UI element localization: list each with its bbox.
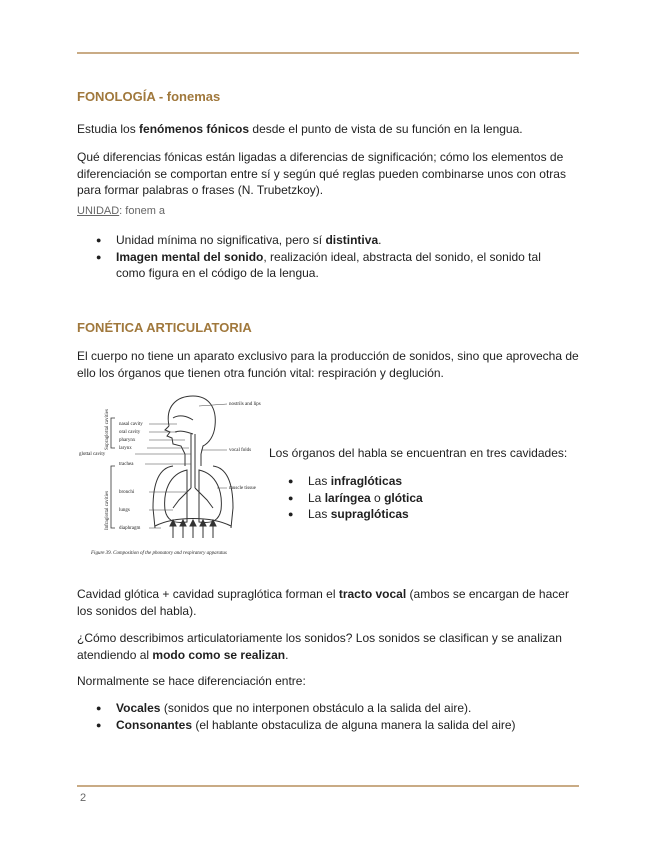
list-item: ● La laríngea o glótica bbox=[288, 490, 568, 507]
label-diaphragm: diaphragm bbox=[119, 526, 141, 531]
footer-rule bbox=[77, 785, 579, 787]
label-supra-group: Supraglottal cavities bbox=[105, 409, 110, 450]
list-item: ● Consonantes (el hablante obstaculiza de alguna manera la salida del aire) bbox=[96, 717, 566, 734]
paragraph-tracto-vocal: Cavidad glótica + cavidad supraglótica forman el tracto vocal (ambos se encargan de hacer los sonidos del habla). bbox=[77, 587, 569, 618]
list-item: ● Las infraglóticas bbox=[288, 473, 568, 490]
figure-caption: Figure 39. Composition of the phonatory and respiratory apparatus bbox=[91, 551, 227, 556]
label-vocal-folds: vocal folds bbox=[229, 448, 252, 453]
header-rule bbox=[77, 52, 579, 54]
list-item: ● Imagen mental del sonido, realización ideal, abstracta del sonido, el sonido tal como figura en el código de la lengua. bbox=[96, 249, 556, 282]
label-bronchi: bronchi bbox=[119, 490, 135, 495]
section-title-fonetica: FONÉTICA ARTICULATORIA bbox=[77, 320, 252, 335]
label-muscle: muscle tissue bbox=[229, 486, 256, 491]
list-item: ● Vocales (sonidos que no interponen obstáculo a la salida del aire). bbox=[96, 700, 566, 717]
paragraph-aparato: El cuerpo no tiene un aparato exclusivo para la producción de sonidos, sino que aprovecha de ello los órganos que tienen otra función vital: respiración y deglución. bbox=[77, 349, 579, 380]
cavities-list bbox=[288, 473, 568, 523]
sounds-list bbox=[96, 700, 566, 733]
cavities-intro: Los órganos del habla se encuentran en tres cavidades: bbox=[269, 446, 568, 460]
list-item: ● Las supraglóticas bbox=[288, 506, 568, 523]
label-nasal: nasal cavity bbox=[119, 422, 143, 427]
list-item: ● Unidad mínima no significativa, pero sí distintiva. bbox=[96, 232, 556, 249]
label-infra-group: Infraglottal cavities bbox=[105, 490, 110, 530]
label-trachea: trachea bbox=[119, 462, 134, 467]
label-oral: oral cavity bbox=[119, 430, 141, 435]
paragraph-trubetzkoy: Qué diferencias fónicas están ligadas a diferencias de significación; cómo los elementos de diferenciación se comportan entre sí y según qué reglas pueden combinarse unos con otras para formar palabras o frases (N. Trubetzkoy). bbox=[77, 150, 566, 197]
label-pharynx: pharynx bbox=[119, 438, 136, 443]
label-lungs: lungs bbox=[119, 508, 130, 513]
section-title-fonologia: FONOLOGÍA - fonemas bbox=[77, 89, 221, 104]
unit-line: UNIDAD: fonem a bbox=[77, 205, 166, 217]
paragraph-diferenciacion: Normalmente se hace diferenciación entre: bbox=[77, 674, 306, 688]
paragraph-articulatoriamente: ¿Cómo describimos articulatoriamente los sonidos? Los sonidos se clasifican y se analizan atendiendo al modo como se realizan. bbox=[77, 631, 562, 662]
paragraph-fenomenos: Estudia los fenómenos fónicos desde el punto de vista de su función en la lengua. bbox=[77, 122, 523, 136]
label-glottal: glottal cavity bbox=[79, 452, 106, 457]
vocal-apparatus-figure bbox=[77, 388, 267, 560]
page-number: 2 bbox=[80, 792, 87, 804]
anatomy-diagram bbox=[77, 388, 267, 560]
fonema-bullet-list bbox=[96, 232, 556, 282]
label-nostrils-lips: nostrils and lips bbox=[229, 402, 261, 407]
label-larynx: larynx bbox=[119, 446, 132, 451]
